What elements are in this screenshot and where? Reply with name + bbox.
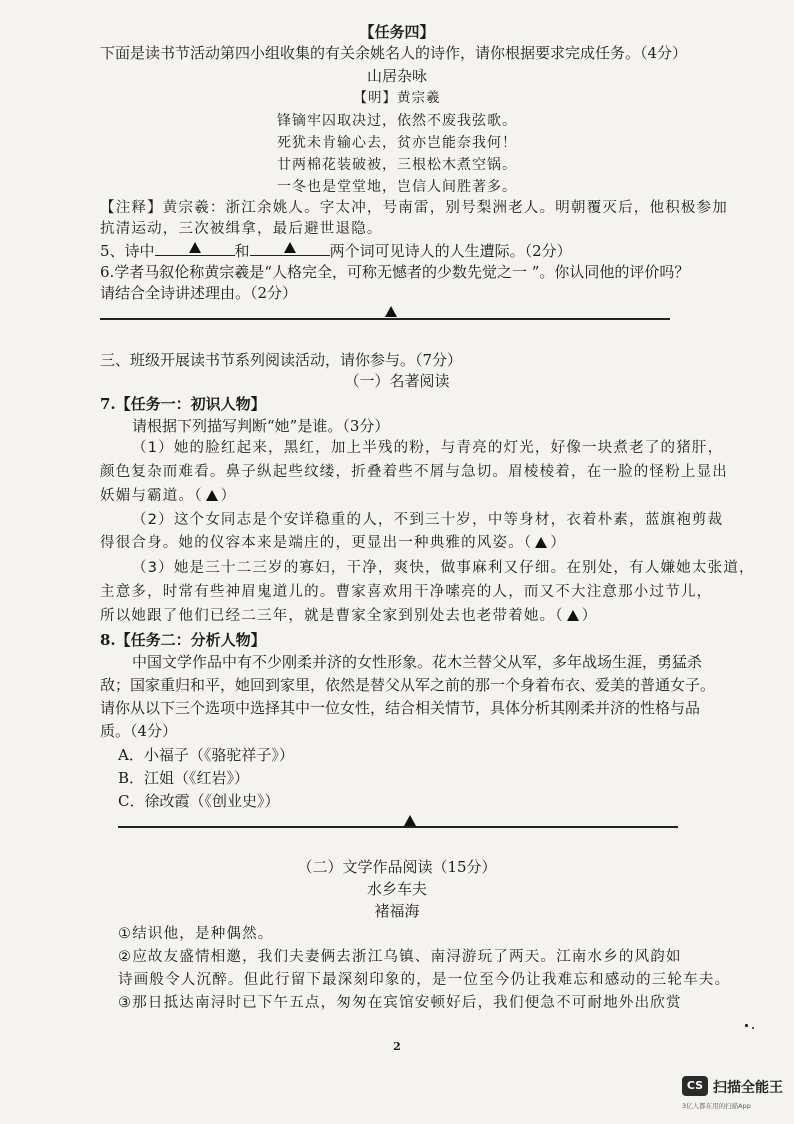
watermark-subtitle: 3亿人都在用的扫描App bbox=[682, 1102, 751, 1110]
passage-paren: ） bbox=[550, 535, 567, 551]
camscanner-logo-icon: CS bbox=[682, 1076, 708, 1096]
option-b: B．江姐（《红岩》） bbox=[118, 769, 250, 787]
passage-line: 主意多，时常有些神眉鬼道儿的。曹家喜欢用干净嗦亮的人，而又不大注意那小过节儿， bbox=[100, 584, 713, 600]
poem-title: 山居杂咏 bbox=[366, 67, 427, 85]
article-author: 褚福海 bbox=[374, 902, 420, 920]
triangle-marker-icon bbox=[284, 242, 296, 253]
section3-heading: 三、班级开展读书节系列阅读活动，请你参与。（7分） bbox=[100, 351, 463, 369]
answer-blank[interactable] bbox=[155, 241, 235, 256]
passage-line bbox=[100, 486, 236, 506]
scan-speck bbox=[752, 1027, 754, 1029]
passage-line: 颜色复杂而难看。鼻子纵起些纹缕，折叠着些不屑与急切。眉棱棱着，在一脸的怪粉上显出 bbox=[100, 464, 728, 480]
q5-prefix: 5、诗中 bbox=[100, 242, 155, 260]
poem-line: 锋镝牢囚取决过，依然不废我弦歌。 bbox=[277, 113, 517, 129]
passage-text: 所以她跟了他们已经二三年，就是曹家全家到别处去也老带着她。（ bbox=[100, 608, 564, 624]
article-paragraph: ③那日抵达南浔时已下午五点，匆匆在宾馆安顿好后，我们便急不可耐地外出欣赏 bbox=[118, 995, 682, 1011]
triangle-marker-icon bbox=[404, 815, 416, 826]
question-8-line: 请你从以下三个选项中选择其中一位女性，结合相关情节，具体分析其刚柔并济的性格与品 bbox=[100, 699, 701, 717]
triangle-marker-icon bbox=[385, 306, 397, 317]
poem-line: 死犹未肯输心去，贫亦岂能奈我何！ bbox=[277, 135, 517, 151]
poem-author: 【明】黄宗羲 bbox=[353, 90, 441, 106]
answer-line[interactable] bbox=[118, 826, 678, 828]
triangle-marker-icon[interactable] bbox=[535, 537, 547, 548]
question-8-line: 质。（4分） bbox=[100, 722, 178, 740]
scan-speck bbox=[745, 1024, 748, 1027]
question-8-title: 8.【任务二：分析人物】 bbox=[100, 631, 266, 649]
question-6-line: 6.学者马叙伦称黄宗羲是“人格完全，可称无憾者的少数先觉之一 ”。你认同他的评价吗？ bbox=[100, 263, 690, 281]
passage-line bbox=[100, 533, 566, 553]
poem-line: 一冬也是堂堂地，岂信人间胜著多。 bbox=[277, 179, 517, 195]
question-6-line: 请结合全诗讲述理由。（2分） bbox=[100, 284, 298, 302]
q5-and: 和 bbox=[234, 242, 250, 260]
passage-line: （1）她的脸红起来，黑红，加上半残的粉，与青亮的灯光，好像一块煮老了的猪肝， bbox=[132, 440, 724, 456]
passage-paren: ） bbox=[220, 488, 237, 504]
passage-text: 妖媚与霸道。（ bbox=[100, 488, 203, 504]
annotation-line: 【注释】黄宗羲：浙江余姚人。字太冲，号南雷，别号梨洲老人。明朝覆灭后，他积极参加 bbox=[100, 200, 728, 216]
passage-line bbox=[100, 606, 597, 626]
answer-line[interactable] bbox=[100, 318, 670, 320]
question-8-line: 敌；国家重归和平，她回到家里，依然是替父从军之前的那一个身着布衣、爱美的普通女子。 bbox=[100, 676, 716, 694]
passage-line: （3）她是三十二三岁的寡妇，干净，爽快，做事麻利又仔细。在别处，有人嫌她太张道， bbox=[132, 560, 755, 576]
question-7-instruction: 请根据下列描写判断“她”是谁。（3分） bbox=[132, 417, 390, 435]
option-a: A．小福子（《骆驼祥子》） bbox=[118, 746, 294, 764]
task4-intro: 下面是读书节活动第四小组收集的有关余姚名人的诗作，请你根据要求完成任务。（4分） bbox=[100, 44, 688, 62]
article-title: 水乡车夫 bbox=[366, 880, 427, 898]
annotation-line: 抗清运动，三次被缉拿，最后避世退隐。 bbox=[100, 221, 383, 237]
task4-heading: 【任务四】 bbox=[359, 23, 435, 41]
watermark-brand: 扫描全能王 bbox=[713, 1080, 783, 1096]
article-paragraph: 诗画般令人沉醉。但此行留下最深刻印象的，是一位至今仍让我难忘和感动的三轮车夫。 bbox=[118, 972, 731, 988]
question-7-title: 7.【任务一：初识人物】 bbox=[100, 395, 266, 413]
option-c: C．徐改霞（《创业史》） bbox=[118, 792, 280, 810]
section-sub-heading: （一）名著阅读 bbox=[344, 372, 450, 390]
passage-line: （2）这个女同志是个安详稳重的人，不到三十岁，中等身材，衣着朴素，蓝旗袍剪裁 bbox=[132, 512, 724, 528]
question-8-line: 中国文学作品中有不少刚柔并济的女性形象。花木兰替父从军，多年战场生涯，勇猛杀 bbox=[132, 653, 703, 671]
triangle-marker-icon[interactable] bbox=[206, 490, 218, 501]
triangle-marker-icon[interactable] bbox=[567, 610, 579, 621]
passage-paren: ） bbox=[581, 608, 598, 624]
article-paragraph: ②应故友盛情相邀，我们夫妻俩去浙江乌镇、南浔游玩了两天。江南水乡的风韵如 bbox=[118, 949, 682, 965]
article-paragraph: ①结识他，是种偶然。 bbox=[118, 926, 274, 942]
answer-blank[interactable] bbox=[250, 241, 330, 256]
passage-text: 得很合身。她的仪容本来是端庄的，更显出一种典雅的风姿。（ bbox=[100, 535, 533, 551]
triangle-marker-icon bbox=[189, 242, 201, 253]
page-number: 2 bbox=[393, 1040, 401, 1053]
poem-line: 廿两棉花装破被，三根松木煮空锅。 bbox=[277, 157, 517, 173]
q5-suffix: 两个词可见诗人的人生遭际。（2分） bbox=[329, 242, 572, 260]
question-5 bbox=[100, 241, 572, 261]
section-sub-heading: （二）文学作品阅读（15分） bbox=[297, 858, 497, 876]
